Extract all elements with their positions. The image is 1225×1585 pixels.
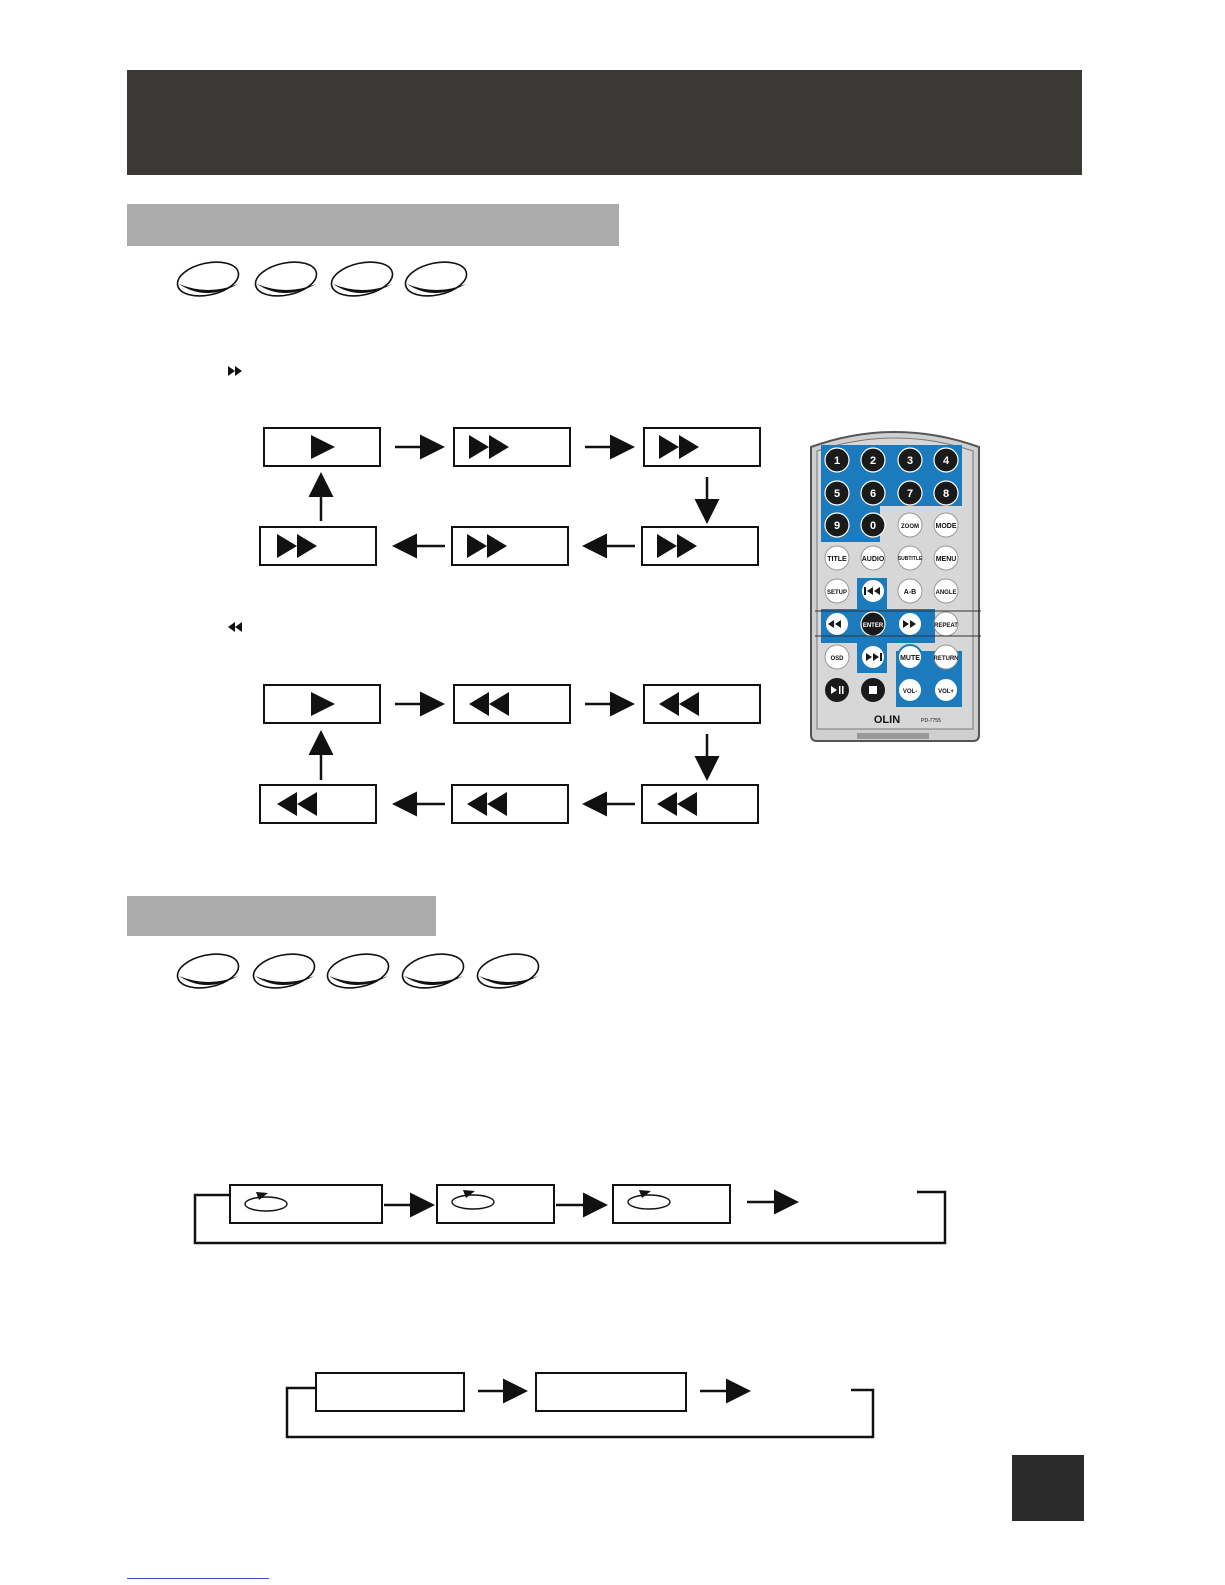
svg-text:8: 8 — [942, 488, 950, 500]
section-bar-fast-motion — [127, 204, 619, 246]
svg-text:ANGLE: ANGLE — [935, 590, 957, 596]
svg-text:OLIN: OLIN — [873, 714, 901, 726]
svg-text:9: 9 — [833, 520, 841, 532]
svg-text:7: 7 — [906, 488, 914, 500]
fast-forward-cycle-diagram — [255, 425, 775, 575]
svg-text:AUDIO: AUDIO — [861, 556, 885, 563]
svg-text:ZOOM: ZOOM — [901, 524, 919, 530]
fast-forward-icon — [228, 366, 244, 376]
svg-text:MENU: MENU — [935, 556, 957, 563]
svg-text:SUBTITLE: SUBTITLE — [897, 556, 923, 562]
format-badges-row-1 — [176, 258, 476, 300]
svg-text:5: 5 — [833, 488, 841, 500]
svg-text:MUTE: MUTE — [900, 655, 920, 662]
page-number-box — [1012, 1455, 1084, 1521]
format-badges-row-2 — [176, 950, 556, 992]
svg-text:0: 0 — [869, 520, 877, 532]
footer-rule — [127, 1578, 269, 1579]
svg-text:SETUP: SETUP — [826, 590, 848, 596]
svg-text:MODE: MODE — [935, 523, 957, 530]
fast-reverse-icon — [228, 622, 244, 632]
svg-text:PD-7755: PD-7755 — [921, 718, 941, 724]
svg-text:ENTER: ENTER — [862, 623, 884, 629]
svg-text:VOL+: VOL+ — [938, 689, 954, 695]
section-bar-repeat — [127, 896, 436, 936]
remote-key-1: 1 — [833, 455, 841, 467]
svg-text:RETURN: RETURN — [933, 656, 959, 662]
header-bar — [127, 70, 1082, 175]
fast-reverse-cycle-diagram — [255, 682, 775, 832]
ab-repeat-cycle-diagram — [282, 1370, 882, 1445]
remote-control-illustration — [805, 423, 985, 745]
svg-text:A-B: A-B — [903, 589, 917, 596]
svg-text:OSD: OSD — [830, 656, 844, 662]
svg-text:6: 6 — [869, 488, 877, 500]
svg-text:2: 2 — [869, 455, 877, 467]
svg-text:4: 4 — [942, 455, 950, 467]
svg-text:TITLE: TITLE — [827, 556, 847, 563]
svg-text:VOL-: VOL- — [902, 689, 918, 695]
repeat-cycle-diagram — [190, 1180, 960, 1260]
svg-text:3: 3 — [906, 455, 914, 467]
svg-text:REPEAT: REPEAT — [934, 623, 958, 629]
